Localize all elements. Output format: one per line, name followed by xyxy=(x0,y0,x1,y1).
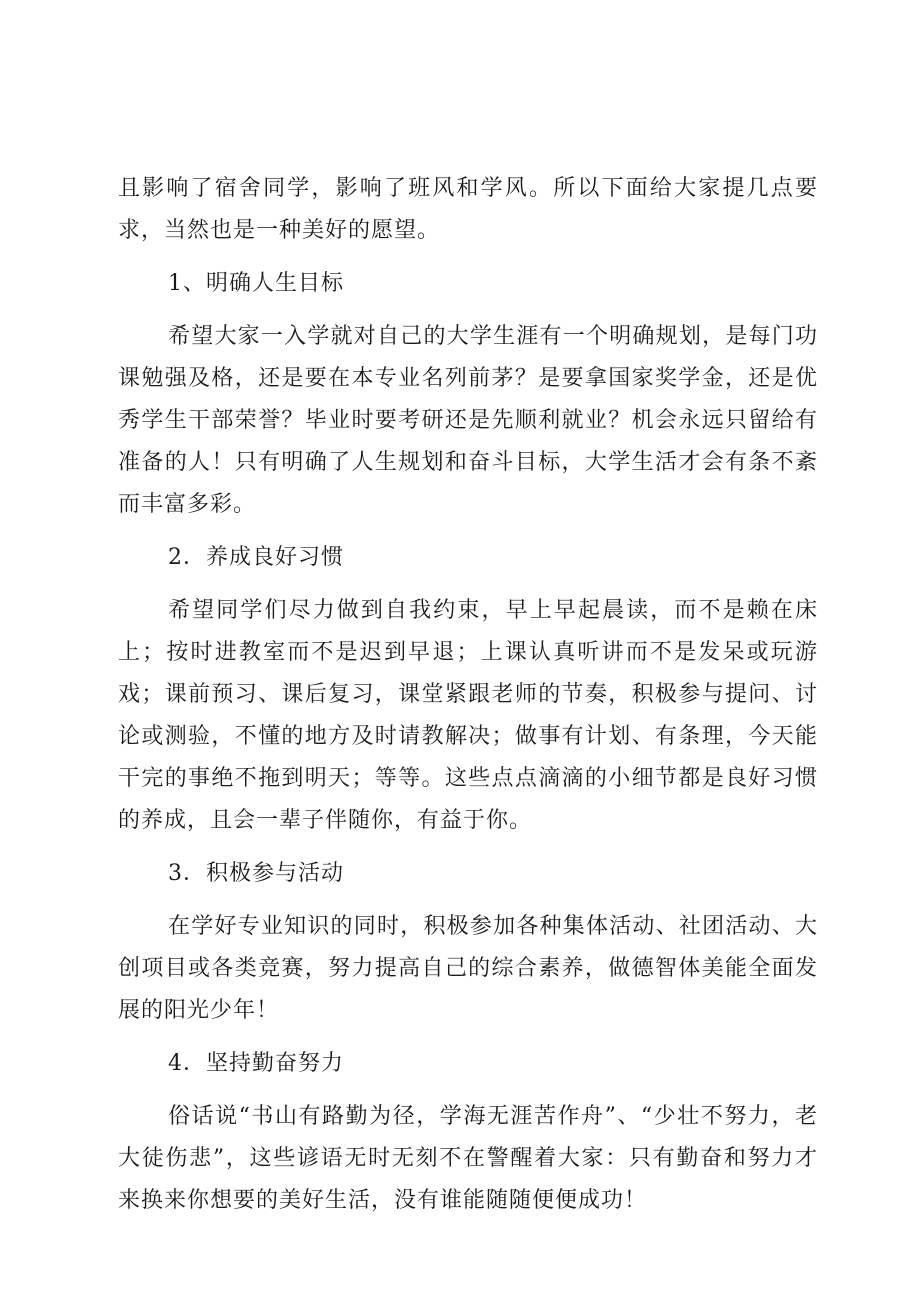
section-heading-diligence: 4．坚持勤奋努力 xyxy=(168,1051,344,1076)
section-heading-activities: 3．积极参与活动 xyxy=(168,861,344,886)
section-body-goals: 希望大家一入学就对自己的大学生涯有一个明确规划，是每门功课勉强及格，还是要在本专业名列前茅？是要拿国家奖学金，还是优秀学生干部荣誉？毕业时要考研还是先顺利就业？机会永远只留给有准备的人！只有明确了人生规划和奋斗目标，大学生活才会有条不紊而丰富多彩。 xyxy=(118,324,818,517)
section-heading-habits: 2．养成良好习惯 xyxy=(168,545,344,570)
continuation-paragraph: 且影响了宿舍同学，影响了班风和学风。所以下面给大家提几点要求，当然也是一种美好的愿望。 xyxy=(118,176,818,243)
section-body-activities: 在学好专业知识的同时，积极参加各种集体活动、社团活动、大创项目或各类竞赛，努力提高自己的综合素养，做德智体美能全面发展的阳光少年！ xyxy=(118,914,818,1023)
section-body-diligence: 俗话说“书山有路勤为径，学海无涯苦作舟”、“少壮不努力，老大徒伤悲”，这些谚语无时无刻不在警醒着大家：只有勤奋和努力才来换来你想要的美好生活，没有谁能随随便便成功！ xyxy=(118,1104,818,1213)
section-heading-goals: 1、明确人生目标 xyxy=(168,271,344,296)
section-body-habits: 希望同学们尽力做到自我约束，早上早起晨读，而不是赖在床上；按时进教室而不是迟到早退；上课认真听讲而不是发呆或玩游戏；课前预习、课后复习，课堂紧跟老师的节奏，积极参与提问、讨论或测验，不懂的地方及时请教解决；做事有计划、有条理，今天能干完的事绝不拖到明天；等等。这些点点滴滴的小细节都是良好习惯的养成，且会一辈子伴随你，有益于你。 xyxy=(118,598,818,833)
document-page xyxy=(118,168,818,1222)
